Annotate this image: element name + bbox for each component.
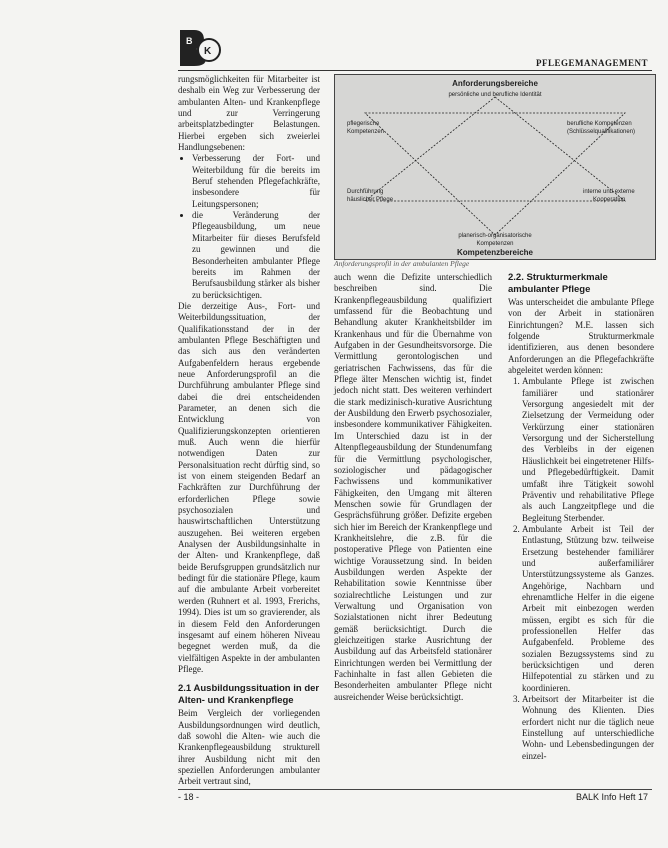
diagram-bottom-subtitle-1: planerisch-organisatorische	[458, 233, 532, 239]
page-number: - 18 -	[178, 792, 200, 802]
column-3	[508, 272, 654, 762]
diagram-left-bottom-2: häuslicher Pflege	[347, 197, 394, 203]
diagram-right-bottom-1: interne und externe	[583, 189, 635, 195]
footer-divider	[178, 789, 652, 790]
bullet-item: • Verbesserung der Fort- und Weiterbildung für die bereits im Beruf stehenden Pflegefachkräfte, insbesondere für Leitungspersonen;	[192, 153, 320, 210]
diagram-right-top-2: (Schlüsselqualifikationen)	[567, 129, 636, 135]
diagram-right-top-1: berufliche Kompetenzen	[567, 121, 632, 127]
column-1-bullet-list	[178, 153, 320, 300]
publication-title: BALK Info Heft 17	[575, 792, 648, 802]
list-item: 2. Ambulante Arbeit ist Teil der Entlastung, Stützung bzw. teilweise Ersetzung bestehender familiärer und außerfamiliärer Unterstützungssysteme als Ganzes. Angehörige, Nachbarn und ehrenamtliche Helfer in die eigene Arbeit mit einbezogen werden müssen, ergibt es sich für die professionellen Helfer das Aufgabenfeld. Probleme des sozialen Bezugssystems sind zu berücksichtigen und deren Hilfepotential zu stärken und zu koordinieren.	[522, 524, 654, 694]
structure-features-list	[508, 376, 654, 762]
balk-logo	[178, 28, 222, 68]
column-1-intro: rungsmöglichkeiten für Mitarbeiter ist deshalb ein Weg zur Verbesserung der ambulanten Alten- und Krankenpflege und zur Verringerung arbeitsplatzbedingter Belastungen. Hierbei ergeben sich zweierlei Handlungsebenen:	[178, 74, 320, 153]
diagram-top-subtitle: persönliche und berufliche Identität	[448, 92, 542, 98]
diagram-top-title: Anforderungsbereiche	[452, 79, 538, 88]
section-heading-2-2: 2.2. Strukturmerkmale ambulanter Pflege	[508, 272, 608, 295]
diagram-right-bottom-2: Kooperation	[593, 197, 626, 203]
bullet-item: • die Veränderung der Pflegeausbildung, um neue Mitarbeiter für dieses Berufsfeld zu gewinnen und die Besonderheiten ambulanter Pflege bereits im Rahmen der Berufsausbildung stärker als bisher zu berücksichtigen.	[192, 210, 320, 301]
column-1-body: Die derzeitige Aus-, Fort- und Weiterbildungssituation, der Qualifikationsstand der in der ambulanten Pflege Beschäftigten und das sich aus den veränderten Aufgabenfeldern heraus ergebende neue Anforderungsprofil an die Durchführung ambulanter Pflege sind dabei die drei entscheidenden Parameter, an denen sich die Entwicklung von Qualifizierungskonzepten orientieren muß. Auch wenn die hierfür notwendigen Daten zur Personalsituation recht dürftig sind, so ist von einem steigenden Bedarf an Fachkräften zur Durchführung der erforderlichen Pflege sowie psychosozialen und hauswirtschaftlichen Unterstützung auszugehen. Bei weiteren ergeben Analysen der Ausbildungsinhalte in der Alten- und Krankenpflege, daß beide Berufsgruppen grundsätzlich nur bedingt für die stationäre Pflege, kaum auf die ambulante Arbeit vorbereitet werden (Ruhnert et al. 1993, Frerichs, 1994). Dies ist um so gravierender, als in diesem Feld den Anforderungen insgesamt auf einem höheren Niveau begegnet werden muß, da die vielfältigen Aspekte in der ambulanten Pflege.	[178, 300, 320, 674]
column-3-intro: Was unterscheidet die ambulante Pflege von der Arbeit in stationären Einrichtungen? M.E. lassen sich folgende Strukturmerkmale identifizieren, aus denen besondere Anforderungen an die Pflegefachkräfte abgeleitet werden können:	[508, 297, 654, 376]
diagram-left-top-1: pflegerische	[347, 121, 380, 127]
diagram-bottom-subtitle-2: Kompetenzen	[476, 241, 514, 247]
requirements-diagram	[334, 74, 656, 260]
svg-text:K: K	[204, 46, 212, 57]
section-heading-2-1: 2.1 Ausbildungssituation in der Alten- und Krankenpflege	[178, 683, 320, 706]
svg-text:B: B	[186, 36, 193, 46]
diagram-caption: Anforderungsprofil in der ambulanten Pflege	[334, 259, 470, 268]
column-1	[178, 74, 320, 788]
column-2	[334, 272, 492, 703]
header-divider	[178, 70, 652, 71]
section-title: PFLEGEMANAGEMENT	[535, 58, 648, 68]
list-item: 1. Ambulante Pflege ist zwischen familiärer und stationärer Versorgung angesiedelt mit der Zielsetzung der Vermeidung oder Verkürzung einer stationären Versorgung und der Sicherstellung des Verbleibs in der eigenen Häuslichkeit bei eingetretener Hilfs- und Pflegebedürftigkeit. Damit umfaßt ihre Tätigkeit sowohl Präventiv und rehabilitative Pflege als auch Langzeitpflege und die Begleitung Sterbender.	[522, 376, 654, 523]
list-item: 3. Arbeitsort der Mitarbeiter ist die Wohnung des Klienten. Dies erfordert nicht nur die täglich neue Einstellung auf unterschiedliche Wohn- und Lebensbedingungen der einzel-	[522, 694, 654, 762]
column-2-body: auch wenn die Defizite unterschiedlich beschreiben sind. Die Krankenpflegeausbildung qualifiziert umfassend für die Beobachtung und Behandlung akuter Krankheitsbilder im Krankenhaus und für die Übernahme von Aufgaben in der Gesundheitsvorsorge. Die Vermittlung gerontologischen und geriatrischen Fachwissens, das für die Pflege älter Menschen wichtig ist, findet jedoch nicht statt. Des weiteren verhindert die stark medizinisch-kurative Ausrichtung der Ausbildung den Erwerb psychosozialer, insbesondere kommunikativer Fähigkeiten. Im Unterschied dazu ist in der Altenpflegeausbildung der Stundenumfang für die Vermittlung psychologischer, soziologischer und pädagogischer Fachwissens und kommunikativer Fähigkeiten, den Umgang mit älteren Menschen sowie für Grundlagen der Gesprächsführung größer. Defizite ergeben sich hier im Bereich der Krankenpflege und Krankheitslehre, die z.B. für die postoperative Pflege von Patienten eine wichtige Voraussetzung sind. In beiden Ausbildungen werden Aspekte der Rehabilitation sowie Kenntnisse über sozialrechtliche Leistungen und zur Verwaltung und Organisation von Sozialstationen nicht ihrer Bedeutung gemäß berücksichtigt. Durch die gleichzeitigen starke Ausrichtung der Ausbildung auf das Arbeitsfeld stationärer Einrichtungen werden bei Vermittlung der Fachinhalte in fast allen Gebieten die Besonderheiten ambulanter Pflege nicht ausreichender Weise berücksichtigt.	[334, 272, 492, 702]
diagram-left-top-2: Kompetenzen	[347, 129, 385, 135]
section-2-1-body: Beim Vergleich der vorliegenden Ausbildungsordnungen wird deutlich, daß sowohl die Alten- wie auch die Krankenpflegeausbildung strukturell ihrer Ausbildung nicht mit den speziellen Anforderungen ambulanter Arbeit vertraut sind,	[178, 708, 320, 787]
diagram-left-bottom-1: Durchführung	[347, 189, 384, 195]
diagram-bottom-title: Kompetenzbereiche	[456, 248, 534, 257]
